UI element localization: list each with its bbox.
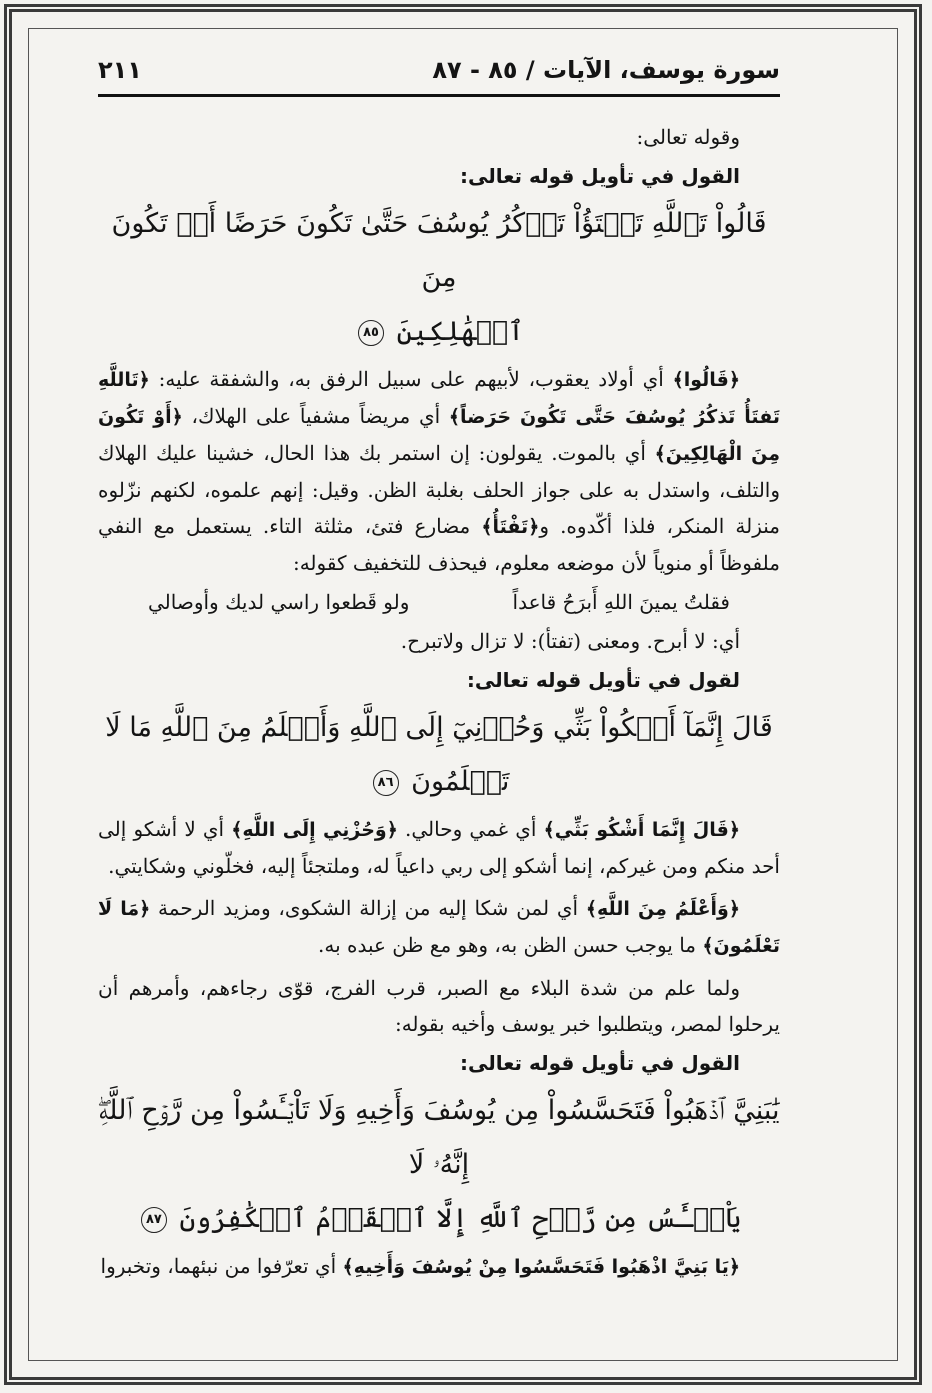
commentary-86b-text-1: أي لمن شكا إليه من إزالة الشكوى، ومزيد الرحمة <box>150 896 586 920</box>
running-header <box>98 48 780 97</box>
section-heading-85: القول في تأويل قوله تعالى: <box>460 164 740 188</box>
verse-87-line-1: يَٰبَنِيَّ ٱذۡهَبُواْ فَتَحَسَّسُواْ مِن يُوسُفَ وَأَخِيهِ وَلَا تَاْيۡـَٔسُواْ مِن رَّوۡحِ ٱللَّهِۖ إِنَّهُۥ لَا <box>98 1095 780 1180</box>
transition-paragraph: ولما علم من شدة البلاء مع الصبر، قرب الفرج، قوّى رجاءهم، وأمرهم أن يرحلوا لمصر، ويتطلبوا خبر يوسف وأخيه بقوله: <box>98 976 780 1036</box>
poem-verse <box>98 581 780 623</box>
quote-tallahi: ﴿تَاللَّهِ تَفتَأُ تَذكُرُ يُوسُفَ حَتَّى تَكُونَ حَرَضاً﴾ <box>98 369 780 428</box>
poem-hemistich-1: فقلتُ يمينَ اللهِ أَبرَحُ قاعداً <box>512 590 730 614</box>
quote-taftau: ﴿تَفْتَأُ﴾ <box>481 516 540 538</box>
verse-number-87: ٨٧ <box>141 1207 167 1233</box>
quran-verse-86 <box>98 701 780 809</box>
quote-aw-takuna: ﴿أَوْ تَكُونَ مِنَ الْهَالِكِينَ﴾ <box>98 406 780 465</box>
poem-hemistich-2: ولو قَطعوا راسي لديك وأوصالي <box>148 590 410 614</box>
commentary-87-text-1: أي تعرّفوا من نبئهما، وتخبروا <box>100 1254 343 1278</box>
commentary-85-text-4: مضارع فتئ، مثلثة التاء. يستعمل مع النفي ملفوظاً أو منوياً لأن موضعه معلوم، فيحذف للتخفيف كقوله: <box>98 514 780 575</box>
verse-87-line-2 <box>98 1192 780 1246</box>
verse-86-line-1 <box>98 701 780 809</box>
verse-86-line-1-text: قَالَ إِنَّمَآ أَشۡكُواْ بَثِّي وَحُزۡنِيٓ إِلَى ٱللَّهِ وَأَعۡلَمُ مِنَ ٱللَّهِ مَا لَا تَعۡلَمُونَ <box>105 712 773 797</box>
section-heading-86: لقول في تأويل قوله تعالى: <box>466 668 740 692</box>
verse-number-86: ٨٦ <box>373 770 399 796</box>
quote-qalu: ﴿قَالُوا﴾ <box>672 369 740 391</box>
page-body <box>98 97 780 1285</box>
page-number: ٢١١ <box>98 56 142 84</box>
book-page <box>98 48 780 1358</box>
verse-85-line-2-text: ٱلۡهَٰلِكِينَ <box>396 316 524 347</box>
commentary-86a-text-1: أي غمي وحالي. <box>397 817 544 841</box>
verse-85-line-1: قَالُواْ تَٱللَّهِ تَفۡتَؤُاْ تَذۡكُرُ يُوسُفَ حَتَّىٰ تَكُونَ حَرَضًا أَوۡ تَكُونَ مِنَ <box>111 208 767 293</box>
quote-wa-huzni: ﴿وَحُزْنِي إِلَى اللَّهِ﴾ <box>231 819 398 841</box>
section-heading-87: القول في تأويل قوله تعالى: <box>460 1051 740 1075</box>
quran-verse-85 <box>98 197 780 359</box>
quran-verse-87 <box>98 1084 780 1246</box>
commentary-87 <box>98 1248 780 1285</box>
commentary-86a-text-2: أي لا أشكو إلى أحد منكم ومن غيركم، إنما أشكو إلى ربي داعياً له، وملتجئاً إليه، فخلّوني وشكايتي. <box>98 817 780 878</box>
quote-ya-baniyya: ﴿يَا بَنِيَّ اذْهَبُوا فَتَحَسَّسُوا مِنْ يُوسُفَ وَأَخِيهِ﴾ <box>342 1256 740 1278</box>
verse-87-line-2-text: يَاْيۡـَٔسُ مِن رَّوۡحِ ٱللَّهِ إِلَّا ٱلۡقَوۡمُ ٱلۡكَٰفِرُونَ <box>179 1203 742 1234</box>
quote-wa-alamu: ﴿وَأَعْلَمُ مِنَ اللَّهِ﴾ <box>585 898 741 920</box>
commentary-85-text-3: أي بالموت. يقولون: إن استمر بك هذا الحال، خشينا عليك الهلاك والتلف، واستدل به على جواز الحلف بغلبة الظن. وقيل: إنهم علموه، لكنهم نزّلوه منزلة المنكر، فلذا أكّدوه. و <box>98 441 781 538</box>
commentary-85-text-1: أي أولاد يعقوب، لأبيهم على سبيل الرفق به، والشفقة عليه: <box>149 367 673 391</box>
intro-text: وقوله تعالى: <box>636 125 740 149</box>
commentary-86b <box>98 890 780 964</box>
verse-number-85: ٨٥ <box>358 320 384 346</box>
commentary-86b-text-2: ما يوجب حسن الظن به، وهو مع ظن عبده به. <box>318 933 703 957</box>
commentary-85 <box>98 361 780 581</box>
commentary-85-text-2: أي مريضاً مشفياً على الهلاك، <box>182 404 449 428</box>
verse-85-line-2 <box>98 305 780 359</box>
commentary-86a <box>98 811 780 884</box>
poem-explanation: أي: لا أبرح. ومعنى (تفتأ): لا تزال ولاتبرح. <box>400 629 740 653</box>
header-title: سورة يوسف، الآيات / ٨٥ - ٨٧ <box>432 56 780 84</box>
quote-qala-innama: ﴿قَالَ إِنَّمَا أَشْكُو بَثِّي﴾ <box>543 819 740 841</box>
quote-ma-la-talamun: ﴿مَا لَا تَعْلَمُونَ﴾ <box>98 898 780 957</box>
